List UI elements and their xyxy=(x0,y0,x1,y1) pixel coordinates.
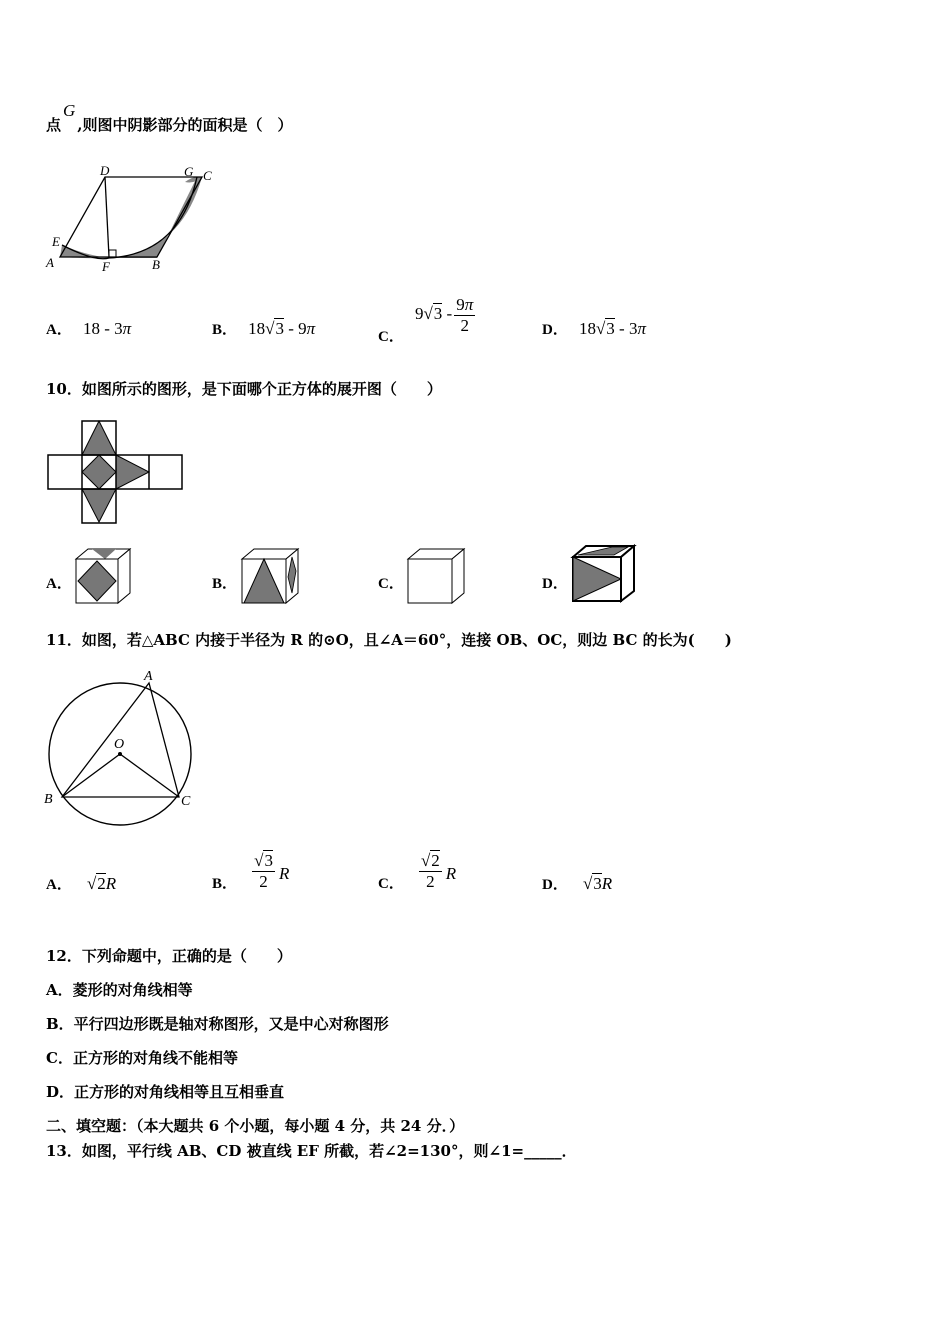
q11-option-d[interactable]: D． √3R xyxy=(542,874,613,893)
q9-label-g: G xyxy=(184,164,194,179)
q9-label-a: A xyxy=(46,255,54,270)
q11-stem: 11．如图，若△ABC 内接于半径为 R 的⊙O，且∠A＝60°，连接 OB、OC，则边 BC 的长为( ) xyxy=(46,631,732,649)
q9-stem-text: ,则图中阴影部分的面积是（ ） xyxy=(77,116,293,134)
q10-option-b-label[interactable]: B． xyxy=(212,576,238,592)
q10-option-a-cube[interactable] xyxy=(72,547,134,605)
q12-option-a[interactable]: A．菱形的对角线相等 xyxy=(46,981,193,999)
q9-label-c: C xyxy=(203,168,212,183)
q12-option-d[interactable]: D．正方形的对角线相等且互相垂直 xyxy=(46,1083,285,1101)
q12-stem: 12．下列命题中，正确的是（ ） xyxy=(46,947,292,965)
q9-figure xyxy=(40,162,230,277)
q11-circle-figure xyxy=(40,666,204,834)
q9-stem xyxy=(46,101,293,135)
q11-label-a: A xyxy=(144,669,153,684)
q9-prefix: 点 xyxy=(46,116,62,134)
q9-label-f: F xyxy=(102,259,110,274)
q10-option-c-label[interactable]: C． xyxy=(378,576,404,592)
q10-option-c-cube[interactable] xyxy=(404,547,468,605)
q9-option-b[interactable]: B． 18√3 - 9π xyxy=(212,319,316,338)
q9-label-e: E xyxy=(52,234,60,249)
q10-option-d-label[interactable]: D． xyxy=(542,576,568,592)
q9-option-a[interactable]: A． 18 - 3π xyxy=(46,319,132,338)
q9-shaded-right xyxy=(109,177,202,258)
q12-option-b[interactable]: B．平行四边形既是轴对称图形，又是中心对称图形 xyxy=(46,1015,389,1033)
q11-label-o: O xyxy=(114,737,125,752)
q9-shaded-left xyxy=(60,245,109,258)
q11-label-b: B xyxy=(44,792,53,807)
q11-option-c[interactable]: C． $\frac{√2}{2}$ R xyxy=(378,851,457,892)
q9-option-d[interactable]: D． 18√3 - 3π xyxy=(542,319,646,338)
q11-label-c: C xyxy=(181,794,191,809)
q13-stem: 13．如图，平行线 AB、CD 被直线 EF 所截，若∠2=130°，则∠1=_____． xyxy=(46,1142,577,1160)
q10-net-figure xyxy=(46,418,188,526)
q10-stem: 10．如图所示的图形，是下面哪个正方体的展开图（ ） xyxy=(46,380,442,398)
q9-label-d: D xyxy=(100,163,110,178)
q12-option-c[interactable]: C．正方形的对角线不能相等 xyxy=(46,1049,238,1067)
q9-option-c[interactable]: C． 9√3 - $\frac{9\pi}{2}$ xyxy=(378,295,474,345)
q10-option-d-cube[interactable] xyxy=(568,543,638,605)
q10-option-a-label[interactable]: A． xyxy=(46,576,72,592)
section-2-heading: 二、填空题：（本大题共 6 个小题，每小题 4 分，共 24 分．） xyxy=(46,1117,465,1135)
q9-label-b: B xyxy=(152,257,160,272)
q10-option-b-cube[interactable] xyxy=(238,547,302,605)
q11-option-b[interactable]: B． $\frac{√3}{2}$ R xyxy=(212,851,290,892)
q9-point-g: G xyxy=(63,101,76,120)
q11-option-a[interactable]: A． √2R xyxy=(46,874,117,893)
